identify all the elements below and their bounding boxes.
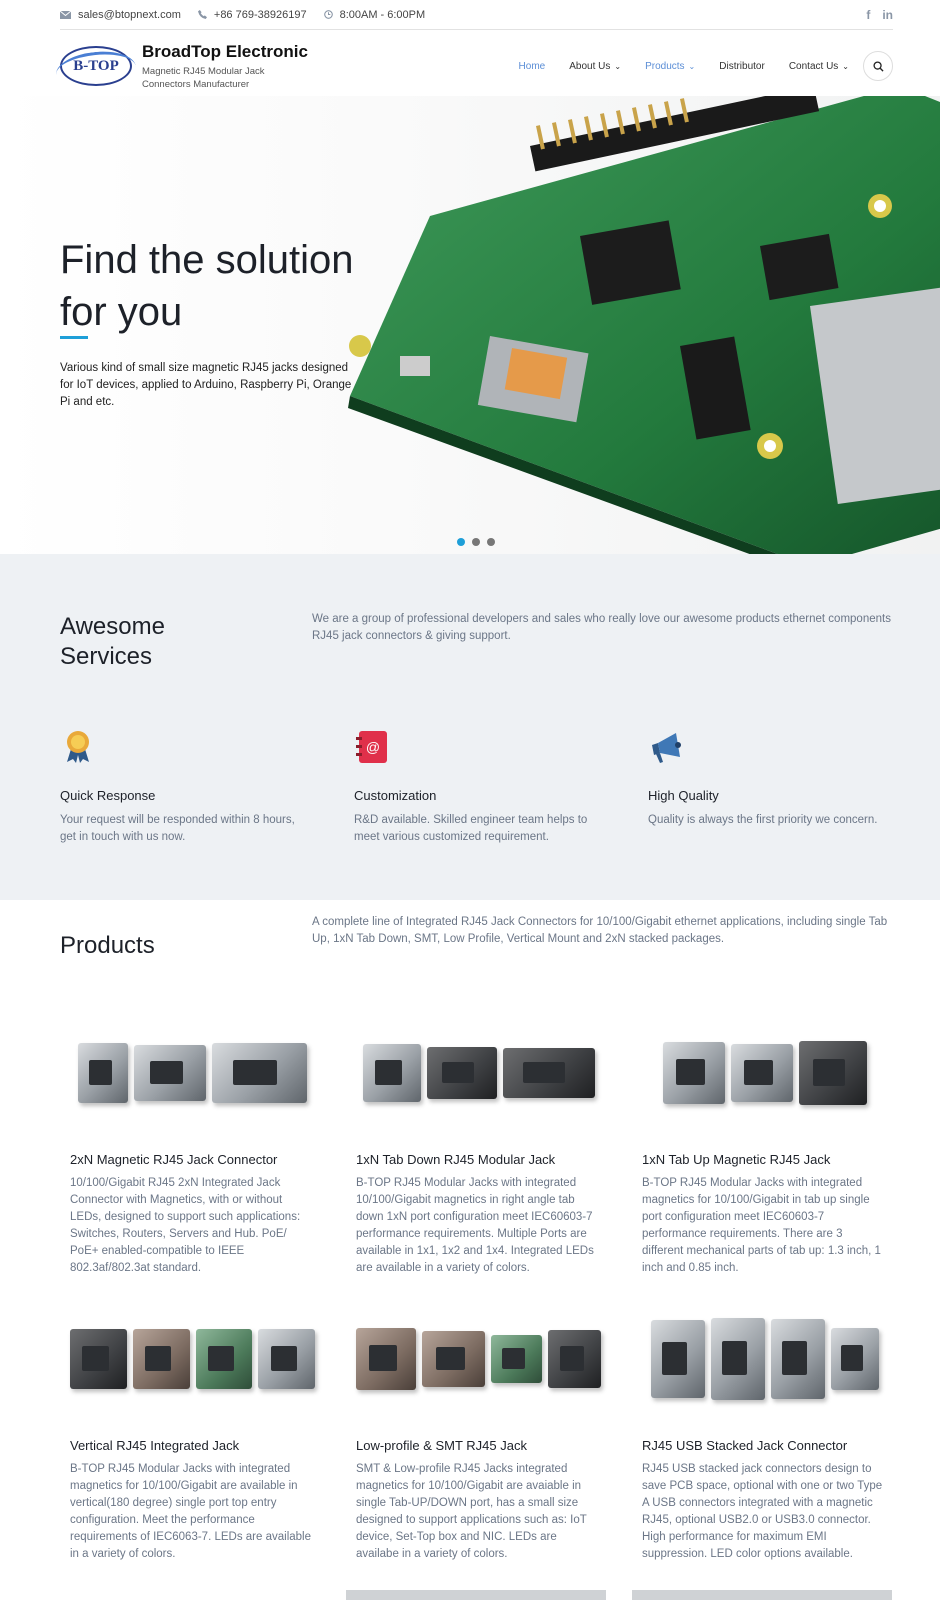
nav-home-label: Home — [518, 60, 546, 72]
product-title[interactable]: Low-profile & SMT RJ45 Jack — [356, 1438, 527, 1453]
product-card[interactable] — [356, 1018, 601, 1277]
rj45-jack-image — [133, 1329, 190, 1389]
product-image[interactable] — [642, 1304, 887, 1414]
service-customization — [354, 729, 604, 846]
hours-info — [324, 9, 426, 21]
rj45-jack-image — [663, 1042, 725, 1104]
services-description: We are a group of professional developers and sales who really love our awesome products ethernet components RJ45 jack connectors & giving support. — [312, 613, 891, 642]
rj45-jack-image — [78, 1043, 128, 1103]
rj45-jack-image — [356, 1328, 416, 1390]
rj45-jack-image — [212, 1043, 307, 1103]
usb-stacked-jack-image — [771, 1319, 825, 1399]
next-row-image-preview — [632, 1590, 892, 1600]
nav-home[interactable] — [519, 61, 546, 72]
product-card[interactable] — [356, 1304, 601, 1563]
product-title[interactable]: Vertical RJ45 Integrated Jack — [70, 1438, 240, 1453]
top-contact-bar — [60, 0, 893, 30]
slide-dot-1[interactable] — [457, 538, 465, 546]
service-text: Your request will be responded within 8 hours, get in touch with us now. — [60, 814, 295, 843]
site-header — [60, 38, 893, 94]
facebook-icon[interactable]: f — [866, 7, 871, 22]
phone-text: +86 769-38926197 — [213, 8, 307, 21]
nav-products[interactable] — [645, 61, 695, 72]
service-title: Quick Response — [60, 788, 156, 803]
usb-stacked-jack-image — [651, 1320, 705, 1398]
service-title: High Quality — [648, 788, 719, 803]
service-quick-response — [60, 729, 310, 846]
rj45-jack-image — [196, 1329, 253, 1389]
rj45-jack-image — [491, 1335, 542, 1383]
award-medal-icon — [60, 729, 96, 765]
linkedin-icon[interactable]: in — [882, 7, 893, 22]
service-text: Quality is always the first priority we concern. — [648, 814, 878, 826]
hero-description: Various kind of small size magnetic RJ45 jacks designed for IoT devices, applied to Arduino, Raspberry Pi, Orange Pi and etc. — [60, 362, 352, 408]
address-book-icon — [354, 729, 390, 765]
company-logo[interactable]: B-TOP — [60, 46, 132, 86]
nav-products-label: Products — [645, 60, 685, 72]
product-title[interactable]: 1xN Tab Down RJ45 Modular Jack — [356, 1152, 556, 1167]
rj45-jack-image — [427, 1047, 497, 1099]
email-contact[interactable] — [60, 9, 181, 21]
nav-contact-label: Contact Us — [788, 60, 839, 72]
product-description: B-TOP RJ45 Modular Jacks with integrated magnetics for 10/100/Gigabit are available in vertical(180 degree) single port top entry configuration. Meet the performance requirements of IEC6063-7. LEDs are available in a variety of colors. — [70, 1463, 311, 1560]
circuit-board-image — [340, 96, 940, 554]
product-description: B-TOP RJ45 Modular Jacks with integrated magnetics for 10/100/Gigabit in tab up single port configuration meet IEC60603-7 performance requirements. There are 3 different mechanical parts of tab up: 1.3 inch, 1 inch and 0.85 inch. — [642, 1177, 881, 1274]
product-description: SMT & Low-profile RJ45 Jacks integrated magnetics for 10/100/Gigabit are avaiable in single Tab-UP/DOWN port, has a small size designed to support applications such as: IoT device, Set-Top box and NIC. LEDs are availabe in a variety of colors. — [356, 1463, 587, 1560]
rj45-jack-image — [799, 1041, 867, 1105]
hero-slider — [0, 96, 940, 554]
product-card[interactable] — [70, 1304, 315, 1563]
slide-dot-3[interactable] — [487, 538, 495, 546]
usb-stacked-jack-image — [711, 1318, 765, 1400]
services-title: Awesome Services — [60, 613, 165, 670]
rj45-jack-image — [503, 1048, 595, 1098]
clock-icon — [324, 10, 333, 19]
product-image[interactable] — [70, 1018, 315, 1128]
nav-contact-us[interactable] — [789, 61, 849, 72]
svg-text:@: @ — [365, 739, 381, 755]
rj45-jack-image — [731, 1044, 793, 1102]
nav-distributor[interactable] — [719, 61, 765, 72]
rj45-jack-image — [422, 1331, 484, 1387]
hero-title-underline — [60, 336, 88, 339]
rj45-jack-image — [70, 1329, 127, 1389]
hours-text: 8:00AM - 6:00PM — [339, 8, 426, 21]
product-image[interactable] — [356, 1018, 601, 1128]
next-row-image-preview — [346, 1590, 606, 1600]
product-title[interactable]: 1xN Tab Up Magnetic RJ45 Jack — [642, 1152, 831, 1167]
rj45-jack-image — [134, 1045, 206, 1101]
product-card[interactable] — [642, 1018, 887, 1277]
nav-about-label: About Us — [569, 60, 611, 72]
nav-distributor-label: Distributor — [719, 60, 765, 72]
products-section — [0, 900, 940, 1600]
envelope-icon — [60, 11, 71, 19]
product-title[interactable]: 2xN Magnetic RJ45 Jack Connector — [70, 1152, 278, 1167]
product-card[interactable] — [642, 1304, 887, 1563]
usb-stacked-jack-image — [831, 1328, 879, 1390]
phone-icon — [198, 10, 207, 19]
social-links — [866, 8, 893, 22]
rj45-jack-image — [258, 1329, 315, 1389]
chevron-down-icon: ⌄ — [688, 61, 696, 71]
service-title: Customization — [354, 788, 437, 803]
rj45-jack-image — [548, 1330, 601, 1388]
chevron-down-icon: ⌄ — [614, 61, 622, 71]
main-nav — [495, 51, 893, 81]
rj45-jack-image — [363, 1044, 421, 1102]
product-description: RJ45 USB stacked jack connectors design to save PCB space, optional with one or two Type A USB connectors integrated with a magnetic RJ45, optional USB2.0 or USB3.0 connector. High performance for maximum EMI suppression. LED color options available. — [642, 1463, 883, 1560]
megaphone-icon — [648, 729, 684, 765]
nav-about-us[interactable] — [569, 61, 621, 72]
brand-block — [142, 42, 308, 91]
search-icon — [873, 61, 884, 72]
slide-dot-2[interactable] — [472, 538, 480, 546]
chevron-down-icon: ⌄ — [842, 61, 849, 71]
products-title: Products — [60, 932, 155, 959]
product-description: B-TOP RJ45 Modular Jacks with integrated 10/100/Gigabit magnetics in right angle tab down 1xN port configuration meet IEC60603-7 performance requirements. Multiple Ports are available in 1x1, 1x2 and 1x4. Integrated LEDs are available in a variety of colors. — [356, 1177, 594, 1274]
product-card[interactable] — [70, 1018, 315, 1277]
product-description: 10/100/Gigabit RJ45 2xN Integrated Jack Connector with Magnetics, with or without LEDs, designed to support such applications: Switches, Routers, Servers and Hub. PoE/ PoE+ enabled-compatible to IEEE 802.3af/802.3at standard. — [70, 1177, 301, 1274]
phone-contact[interactable] — [198, 9, 307, 21]
services-section — [0, 554, 940, 900]
search-button[interactable] — [863, 51, 893, 81]
hero-title: Find the solution for you — [60, 238, 354, 334]
product-image[interactable] — [70, 1304, 315, 1414]
service-high-quality — [648, 729, 898, 829]
email-text: sales@btopnext.com — [78, 8, 181, 21]
product-image[interactable] — [356, 1304, 601, 1414]
brand-tagline: Magnetic RJ45 Modular Jack Connectors Manufacturer — [142, 65, 265, 90]
brand-name[interactable]: BroadTop Electronic — [142, 41, 308, 61]
service-text: R&D available. Skilled engineer team helps to meet various customized requirement. — [354, 814, 588, 843]
slider-pagination — [457, 538, 495, 546]
product-title[interactable]: RJ45 USB Stacked Jack Connector — [642, 1438, 848, 1453]
products-description: A complete line of Integrated RJ45 Jack Connectors for 10/100/Gigabit ethernet applications, including single Tab Up, 1xN Tab Down, SMT, Low Profile, Vertical Mount and 2xN stacked packages. — [312, 916, 888, 945]
product-image[interactable] — [642, 1018, 887, 1128]
